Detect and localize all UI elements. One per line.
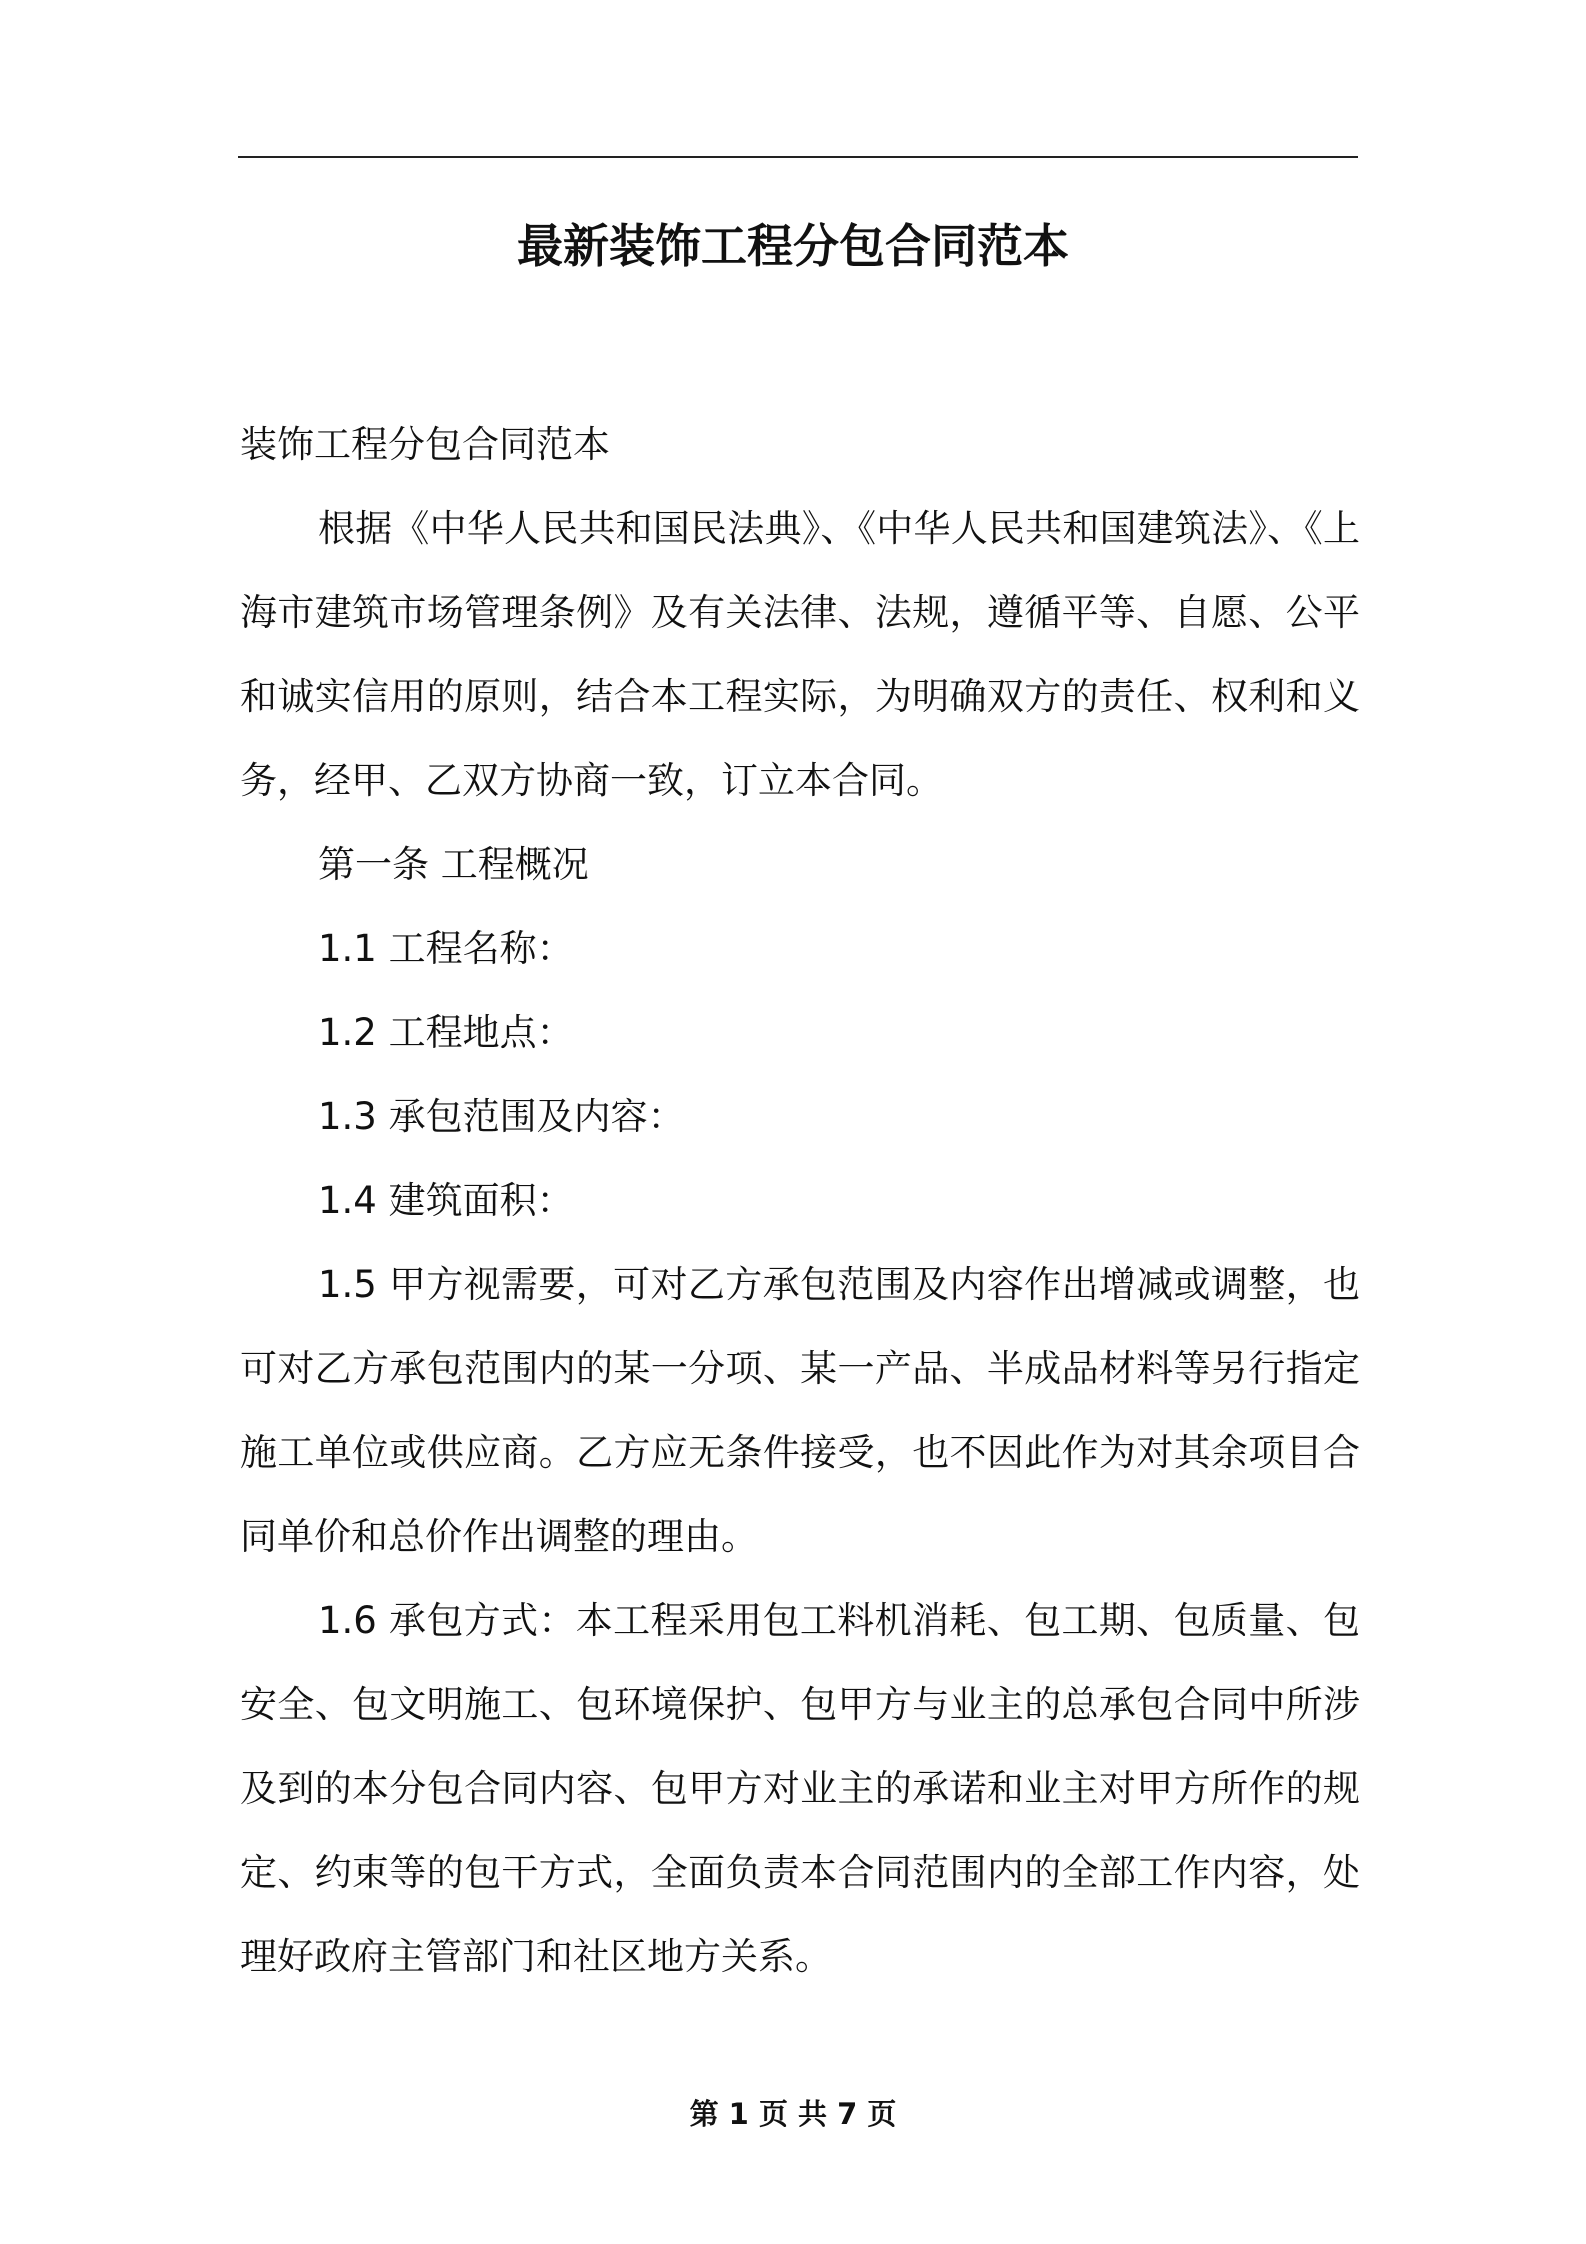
clause-1-3: 1.3 承包范围及内容： bbox=[318, 1095, 685, 1138]
document-subtitle: 装饰工程分包合同范本 bbox=[240, 423, 610, 466]
header-rule bbox=[238, 156, 1358, 158]
preamble-paragraph: 根据《中华人民共和国民法典》、《中华人民共和国建筑法》、《上海市建筑市场管理条例》及有关法律、法规，遵循平等、自愿、公平和诚实信用的原则，结合本工程实际，为明确双方的责任、权利和义务，经甲、乙双方协商一致，订立本合同。 bbox=[240, 507, 1360, 802]
clause-1-1: 1.1 工程名称： bbox=[318, 927, 574, 970]
article-heading: 第一条 工程概况 bbox=[318, 843, 589, 886]
clause-1-4: 1.4 建筑面积： bbox=[318, 1179, 574, 1222]
document-body bbox=[240, 403, 1360, 1999]
page-number: 第 1 页 共 7 页 bbox=[689, 2097, 897, 2131]
clause-1-2: 1.2 工程地点： bbox=[318, 1011, 574, 1054]
clause-1-5: 1.5 甲方视需要，可对乙方承包范围及内容作出增减或调整，也可对乙方承包范围内的某一分项、某一产品、半成品材料等另行指定施工单位或供应商。乙方应无条件接受，也不因此作为对其余项目合同单价和总价作出调整的理由。 bbox=[240, 1263, 1360, 1558]
clause-1-6: 1.6 承包方式：本工程采用包工料机消耗、包工期、包质量、包安全、包文明施工、包环境保护、包甲方与业主的总承包合同中所涉及到的本分包合同内容、包甲方对业主的承诺和业主对甲方所作的规定、约束等的包干方式，全面负责本合同范围内的全部工作内容，处理好政府主管部门和社区地方关系。 bbox=[240, 1599, 1360, 1978]
document-title: 最新装饰工程分包合同范本 bbox=[517, 219, 1069, 273]
